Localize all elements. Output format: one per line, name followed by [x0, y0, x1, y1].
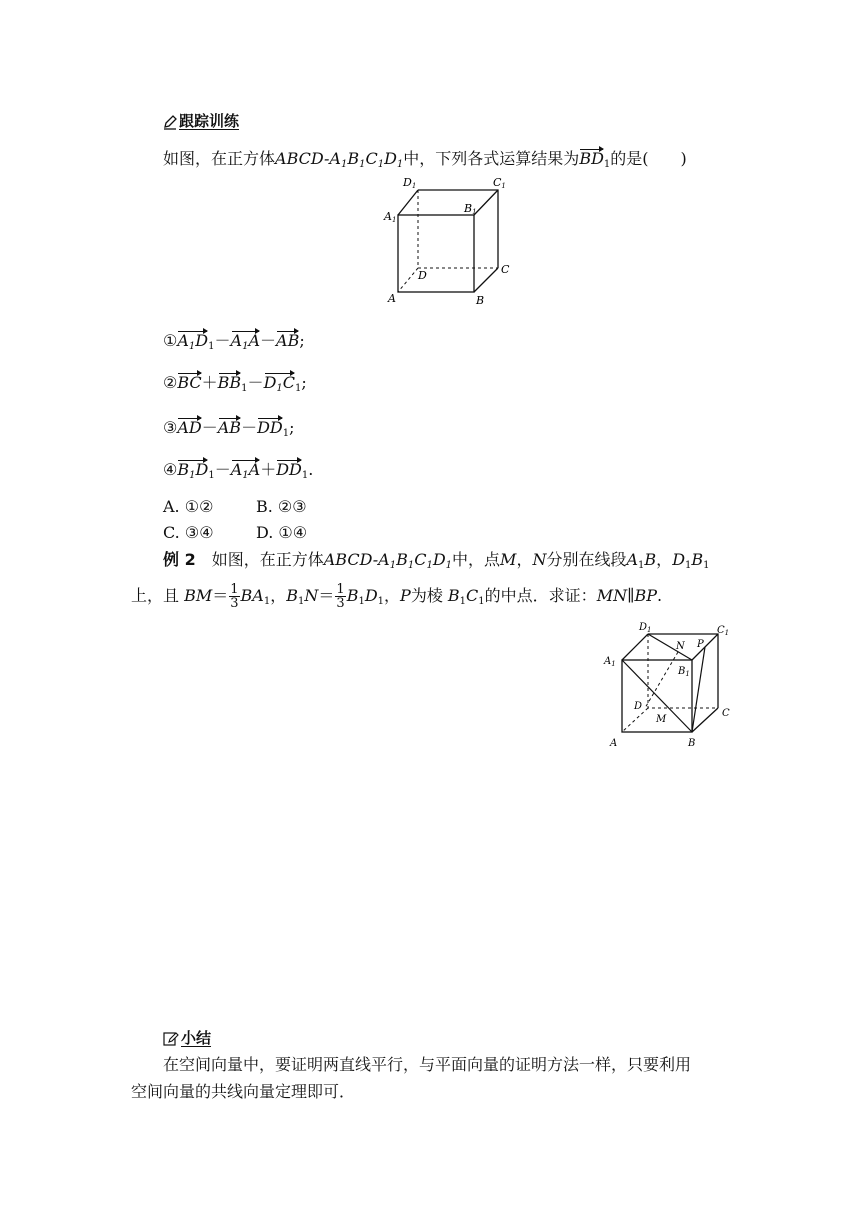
option-d: D. ①④ — [256, 523, 308, 542]
option-b: B. ②③ — [256, 497, 307, 516]
label2-A: A — [610, 738, 618, 749]
label2-A1: $A_1$ — [604, 656, 616, 668]
example2-line2: 上，且 BM＝ $\frac{1}{3}$ $BA_1$，$B_1N=$ $\frac{1}{3}$ $B_1D_1$，P为棱 $B_1C_1$的中点．求证：MN∥BP. — [131, 582, 663, 611]
line-PB — [692, 647, 705, 732]
pencil-icon — [163, 114, 177, 130]
label-C: C — [501, 263, 510, 276]
label-B: B — [476, 294, 485, 307]
label2-C: C — [722, 708, 730, 719]
cube-figure-1 — [380, 175, 520, 310]
label-D1: D1 — [403, 176, 417, 190]
cube1-front-face — [398, 215, 474, 292]
label-A: A — [388, 292, 396, 305]
item-4: $④B_1D_1-A_1A+DD_1$. — [163, 460, 314, 481]
label2-D1: $D_1$ — [639, 622, 652, 634]
line-D1B1 — [648, 634, 692, 660]
cube-figure-2 — [600, 618, 740, 750]
item-1: $①A_1D_1-A_1A-AB$; — [163, 331, 305, 352]
section-heading-summary: 小结 — [163, 1027, 211, 1048]
option-a: A. ①② — [163, 497, 214, 516]
label2-P: P — [697, 639, 704, 650]
label-C1: C1 — [493, 176, 506, 190]
label2-B1: $B_1$ — [678, 666, 690, 678]
label-B1: B1 — [464, 202, 477, 216]
label-D: D — [418, 269, 427, 282]
label-A1: A1 — [384, 210, 397, 224]
label2-N: N — [676, 641, 685, 652]
summary-line-2: 空间向量的共线向量定理即可． — [131, 1082, 356, 1101]
label2-M: M — [656, 714, 667, 725]
label2-C1: $C_1$ — [717, 625, 730, 637]
note-pencil-icon — [163, 1031, 179, 1047]
summary-line-1: 在空间向量中，要证明两直线平行，与平面向量的证明方法一样，只要利用 — [163, 1055, 692, 1074]
label2-D: D — [634, 701, 643, 712]
question-text: 如图，在正方体ABCD-$A_1B_1C_1D_1$中，下列各式运算结果为$BD_1$的是( ) — [163, 149, 687, 170]
section-heading-tracking: 跟踪训练 — [163, 110, 239, 131]
option-c: C. ③④ — [163, 523, 214, 542]
example2-line1: 例 2 如图，在正方体ABCD-$A_1B_1C_1D_1$中，点M，N分别在线段$A_1B$，$D_1B_1$ — [163, 550, 710, 571]
item-2: $②BC+BB_1-D_1C_1$; — [163, 373, 307, 394]
cube1-side-edges — [398, 190, 498, 292]
label2-B: B — [688, 738, 696, 749]
item-3: $③AD-AB-DD_1$; — [163, 418, 295, 439]
